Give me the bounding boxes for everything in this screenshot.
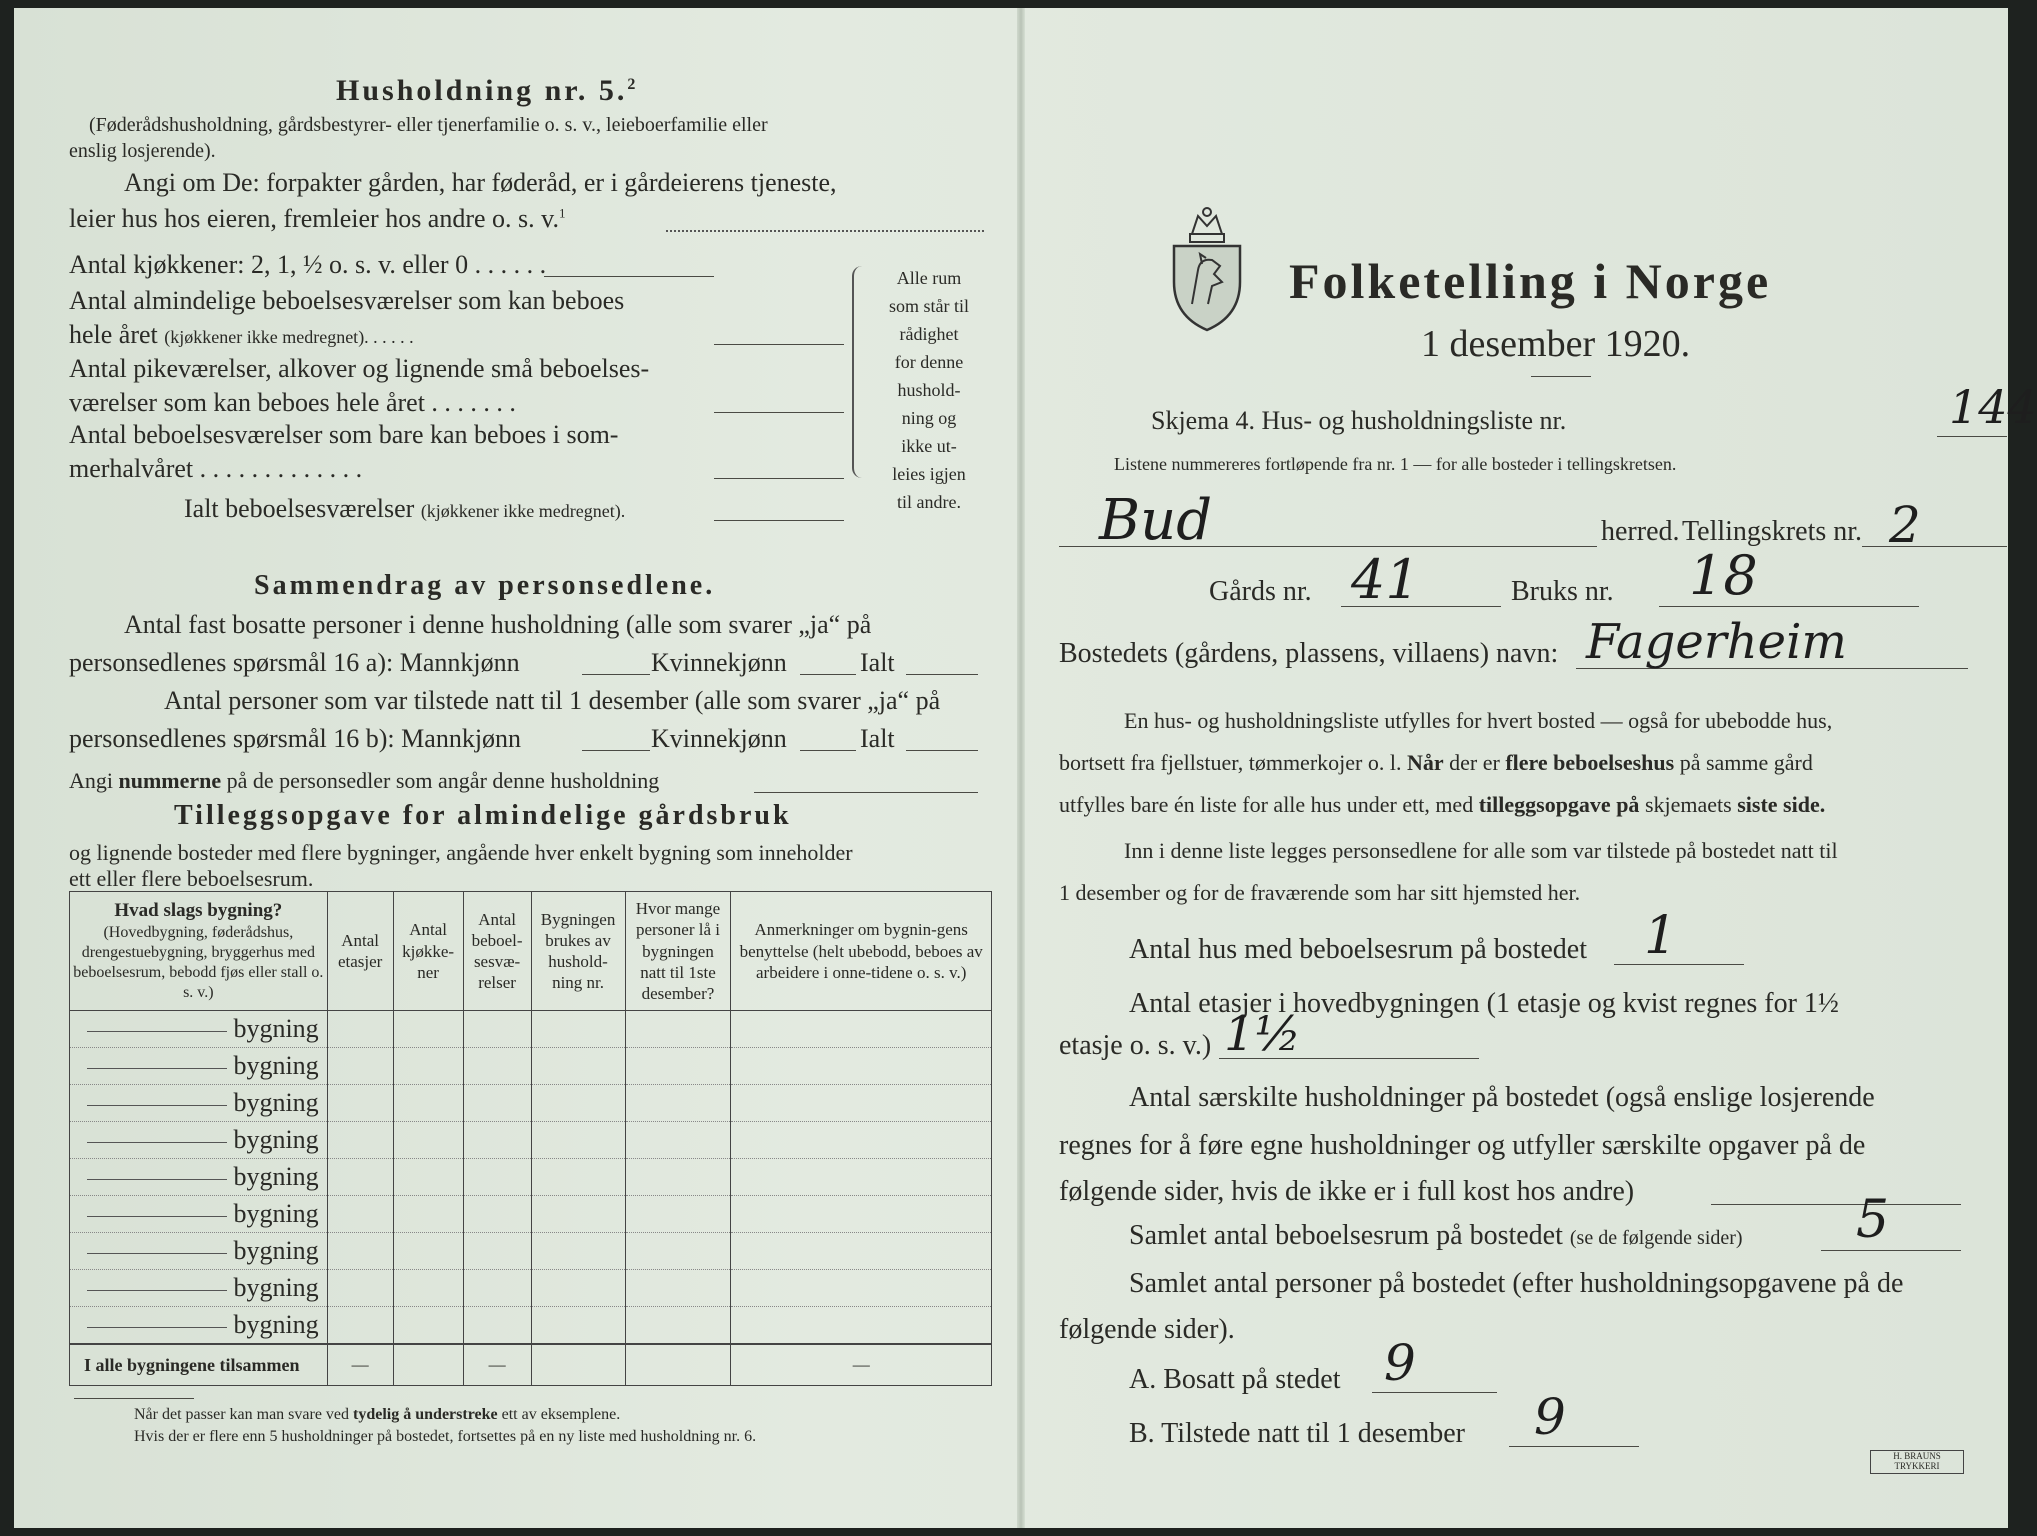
tilstede-value: 9 [1534,1388,1566,1446]
samlet-rum-field[interactable] [1821,1250,1961,1251]
nummerne-field[interactable] [754,792,978,793]
maids-rooms-label-2: værelser som kan beboes hele året . . . . . . . [69,388,516,417]
rooms-side-note: Alle rum som står til rådighet for denne hushold- ning og ikke ut- leies igjen til andre. [889,268,969,512]
table-row [70,1270,992,1307]
table-total-row [70,1344,992,1386]
tillegg-text-1: og lignende bosteder med flere bygninger, angående hver enkelt bygning som inneholder [69,840,853,865]
page-fold [1017,8,1025,1528]
tellingskrets-label: Tellingskrets nr. [1682,516,1863,547]
tilstede-total-label: Ialt [860,724,895,753]
total-label: I alle bygningene tilsammen [70,1344,328,1386]
table-row [70,1233,992,1270]
samlet-rum-value: 5 [1856,1190,1890,1250]
kitchens-field[interactable] [544,276,714,277]
building-label: bygning [70,1122,328,1159]
census-date: 1 desember 1920. [1421,323,1691,365]
fast-female-field[interactable] [800,674,856,675]
para2-line2: 1 desember og for de fraværende som har sitt hjemsted her. [1059,880,1581,905]
ordinary-rooms-field[interactable] [714,344,844,345]
herred-label: herred. [1601,516,1680,547]
summary-fast-1: Antal fast bosatte personer i denne husholdning (alle som svarer „ja“ på [124,610,872,639]
listene-note: Listene nummereres fortløpende fra nr. 1 — for alle bosteder i tellingskretsen. [1114,454,1677,474]
printer-stamp: H. BRAUNS TRYKKERI [1870,1450,1964,1474]
kitchens-label: Antal kjøkkener: 2, 1, ½ o. s. v. eller 0 . . . . . . [69,250,547,279]
tilstede-male-field[interactable] [582,750,650,751]
table-row [70,1307,992,1345]
summer-rooms-label-2: merhalvåret . . . . . . . . . . . . . [69,454,363,483]
col-rooms: Antal beboel-sesvæ-relser [463,892,531,1011]
fast-total-field[interactable] [906,674,978,675]
col-kitchens: Antal kjøkke-ner [393,892,463,1011]
bruks-value: 18 [1689,544,1758,607]
bosatt-value: 9 [1384,1334,1416,1392]
angi-line-2: leier hus hos eieren, fremleier hos andre o. s. v.$^1$ [69,204,566,233]
footnote-1: Når det passer kan man svare ved tydelig å understreke ett av eksemplene. [134,1406,621,1423]
bosatt-label: A. Bosatt på stedet [1129,1364,1341,1395]
angi-nummerne: Angi nummerne på de personsedler som angår denne husholdning [69,768,660,793]
tilstede-female-field[interactable] [800,750,856,751]
samlet-pers-label-2: følgende sider). [1059,1314,1235,1345]
rooms-bracket [852,266,866,478]
total-rooms-field[interactable] [714,520,844,521]
fast-female-label: Kvinnekjønn [651,648,787,677]
col-household-no: Bygningen brukes av hushold-ning nr. [531,892,625,1011]
hus-value: 1 [1644,906,1678,966]
household-intro-2: enslig losjerende). [69,140,216,162]
angi-line-1: Angi om De: forpakter gården, har føderåd, er i gårdeierens tjeneste, [124,168,837,197]
table-row [70,1122,992,1159]
etasjer-label-2: etasje o. s. v.) [1059,1030,1212,1061]
bruks-label: Bruks nr. [1511,576,1614,607]
building-label: bygning [70,1048,328,1085]
bosatt-field[interactable] [1372,1392,1497,1393]
buildings-table [69,891,992,1386]
household-title: Husholdning nr. 5.$^2$ [336,74,639,107]
samlet-pers-label-1: Samlet antal personer på bostedet (efter husholdningsopgavene på de [1129,1268,1904,1299]
skjema-field[interactable] [1937,436,2007,437]
samlet-rum-label: Samlet antal beboelsesrum på bostedet (se de følgende sider) [1129,1220,1743,1251]
gards-value: 41 [1351,548,1420,611]
census-sheet [14,8,2037,1528]
tilstede-female-label: Kvinnekjønn [651,724,787,753]
skjema-value: 144 [1949,380,2037,434]
etasjer-value: 1½ [1224,1006,1302,1062]
hus-field[interactable] [1614,964,1744,965]
para2-line1: Inn i denne liste legges personsedlene for alle som var tilstede på bostedet natt til [1124,838,1838,863]
summer-rooms-field[interactable] [714,478,844,479]
summary-tilstede-2: personsedlenes spørsmål 16 b): Mannkjønn [69,724,522,753]
total-rooms: — [463,1344,531,1386]
building-label: bygning [70,1085,328,1122]
herred-value: Bud [1099,488,1213,553]
hus-label: Antal hus med beboelsesrum på bostedet [1129,934,1588,965]
saerskilte-field[interactable] [1711,1204,1961,1205]
building-label: bygning [70,1270,328,1307]
tilstede-total-field[interactable] [906,750,978,751]
title-rule [1531,376,1591,377]
table-row [70,1011,992,1048]
building-label: bygning [70,1011,328,1048]
tillegg-title: Tilleggsopgave for almindelige gårdsbruk [174,800,792,831]
fast-total-label: Ialt [860,648,895,677]
table-row [70,1159,992,1196]
bostedets-label: Bostedets (gårdens, plassens, villaens) navn: [1059,638,1559,669]
saerskilte-label-1: Antal særskilte husholdninger på bostedet (også enslige losjerende [1129,1082,1875,1113]
col-floors: Antal etasjer [327,892,393,1011]
tilstede-field[interactable] [1509,1446,1639,1447]
summary-fast-2: personsedlenes spørsmål 16 a): Mannkjønn [69,648,520,677]
table-row [70,1048,992,1085]
ordinary-rooms-label-2: hele året (kjøkkener ikke medregnet). . . . . . [69,320,414,349]
saerskilte-label-2: regnes for å føre egne husholdninger og utfyller særskilte opgaver på de [1059,1130,1866,1161]
summary-title: Sammendrag av personsedlene. [254,570,716,601]
footnote-2: Hvis der er flere enn 5 husholdninger på bostedet, fortsettes på en ny liste med husholdning nr. 6. [134,1428,757,1445]
table-row [70,1196,992,1233]
para1-line3: utfylles bare én liste for alle hus under ett, med tilleggsopgave på skjemaets siste side. [1059,792,1826,817]
tillegg-text-2: ett eller flere beboelsesrum. [69,866,314,891]
summer-rooms-label-1: Antal beboelsesværelser som bare kan beboes i som- [69,420,619,449]
building-label: bygning [70,1159,328,1196]
summary-tilstede-1: Antal personer som var tilstede natt til 1 desember (alle som svarer „ja“ på [164,686,941,715]
gards-label: Gårds nr. [1209,576,1312,607]
building-label: bygning [70,1233,328,1270]
saerskilte-label-3: følgende sider, hvis de ikke er i full kost hos andre) [1059,1176,1635,1207]
total-floors: — [327,1344,393,1386]
buildings-table-header [70,892,992,1011]
total-remarks: — [731,1344,992,1386]
skjema-label: Skjema 4. Hus- og husholdningsliste nr. [1151,406,1567,435]
maids-rooms-label-1: Antal pikeværelser, alkover og lignende små beboelses- [69,354,650,383]
etasjer-label-1: Antal etasjer i hovedbygningen (1 etasje og kvist regnes for 1½ [1129,988,1839,1019]
census-title: Folketelling i Norge [1289,253,1772,309]
col-building-type: Hvad slags bygning? (Hovedbygning, føderådshus, drengestuebygning, bryggerhus med beboelsesrum, bebodd fjøs eller stall o. s. v.) [70,892,328,1011]
fast-male-field[interactable] [582,674,650,675]
building-label: bygning [70,1307,328,1345]
coat-of-arms-icon [1162,204,1252,334]
table-row [70,1085,992,1122]
para1-line1: En hus- og husholdningsliste utfylles for hvert bosted — også for ubebodde hus, [1124,708,1833,733]
footnote-rule [74,1398,194,1399]
total-rooms-label: Ialt beboelsesværelser (kjøkkener ikke medregnet). [184,494,626,523]
building-label: bygning [70,1196,328,1233]
angi-answer-line [666,230,984,232]
tellingskrets-field[interactable] [1862,546,2007,547]
household-intro-1: (Føderådshusholdning, gårdsbestyrer- eller tjenerfamilie o. s. v., leieboerfamilie eller [89,114,768,136]
tellingskrets-value: 2 [1889,496,1921,554]
para1-line2: bortsett fra fjellstuer, tømmerkojer o. l. Når der er flere beboelseshus på samme gård [1059,750,1813,775]
tilstede-label: B. Tilstede natt til 1 desember [1129,1418,1465,1449]
col-remarks: Anmerkninger om bygnin-gens benyttelse (helt ubebodd, beboes av arbeidere i onne-tidene o. s. v.) [731,892,992,1011]
maids-rooms-field[interactable] [714,412,844,413]
ordinary-rooms-label-1: Antal almindelige beboelsesværelser som kan beboes [69,286,625,315]
col-persons: Hvor mange personer lå i bygningen natt til 1ste desember? [625,892,731,1011]
bostedets-value: Fagerheim [1586,614,1847,670]
